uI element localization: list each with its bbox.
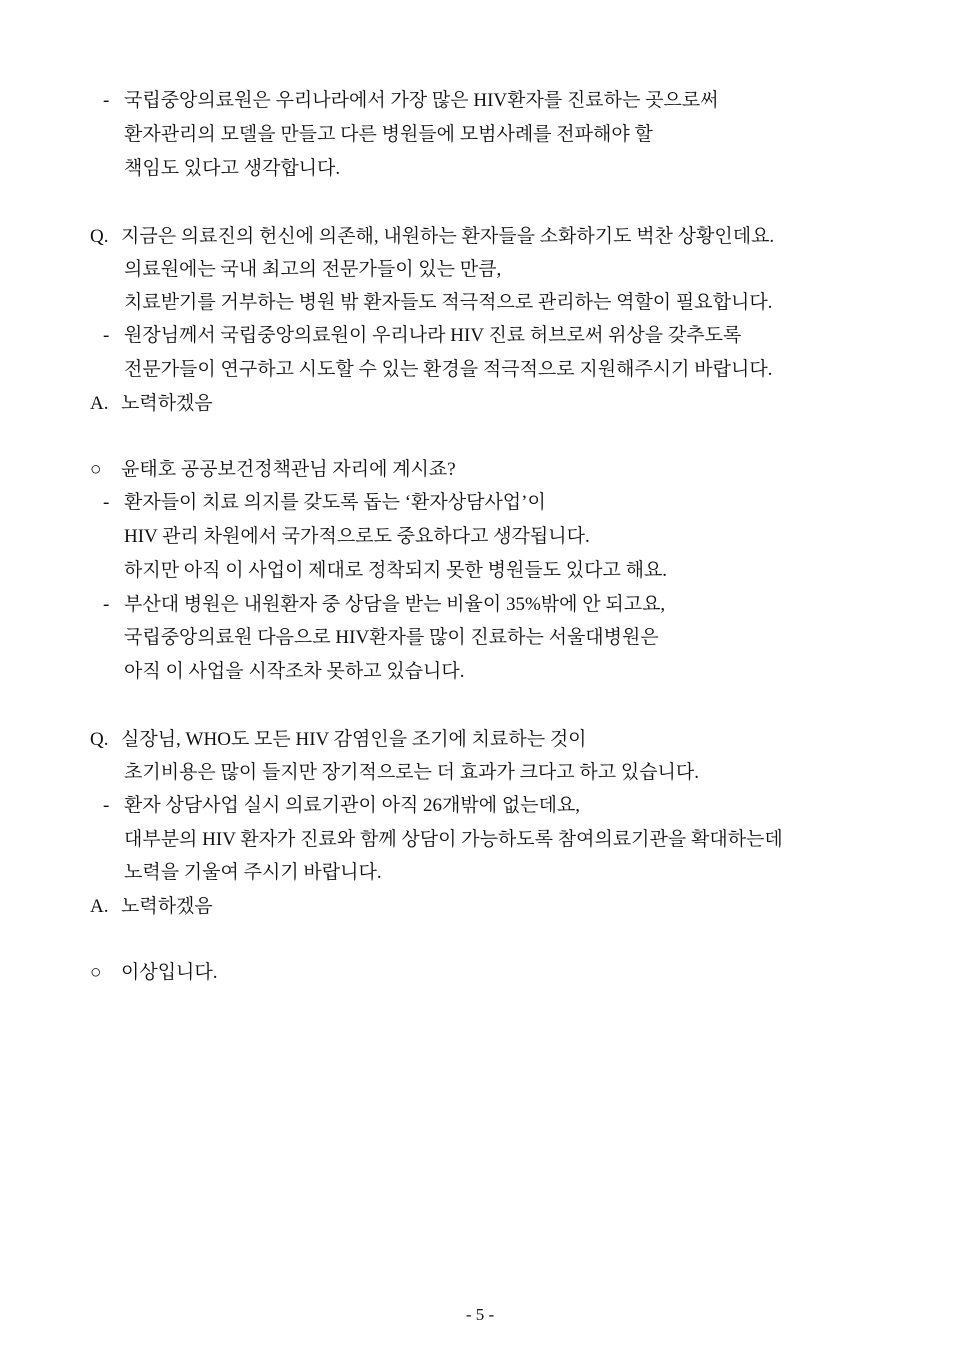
text-line: 부산대 병원은 내원환자 중 상담을 받는 비율이 35%밖에 안 되고요, [124,594,666,615]
line-marker: A. [90,896,109,917]
text-line: 원장님께서 국립중앙의료원이 우리나라 HIV 진료 허브로써 위상을 갖추도록 [124,325,742,346]
text-line: 환자관리의 모델을 만들고 다른 병원들에 모범사례를 전파해야 할 [124,124,653,145]
text-line: 환자 상담사업 실시 의료기관이 아직 26개밖에 없는데요, [124,795,581,816]
line-marker: A. [90,393,109,414]
text-line: HIV 관리 차원에서 국가적으로도 중요하다고 생각됩니다. [124,526,590,547]
text-line: 치료받기를 거부하는 병원 밖 환자들도 적극적으로 관리하는 역할이 필요합니다. [124,292,773,313]
text-line: 노력하겠음 [121,896,213,917]
line-marker: - [103,594,110,615]
text-line: 노력하겠음 [121,393,213,414]
text-line: 윤태호 공공보건정책관님 자리에 계시죠? [121,459,456,480]
line-marker: - [103,90,110,111]
text-line: 환자들이 치료 의지를 갖도록 돕는 ‘환자상담사업’이 [124,492,546,513]
text-line: 실장님, WHO도 모든 HIV 감염인을 조기에 치료하는 것이 [121,729,587,750]
text-line: 국립중앙의료원은 우리나라에서 가장 많은 HIV환자를 진료하는 곳으로써 [124,90,719,111]
text-line: 초기비용은 많이 들지만 장기적으로는 더 효과가 크다고 하고 있습니다. [124,762,700,783]
line-marker: Q. [90,226,109,247]
line-marker: Q. [90,729,109,750]
text-line: 의료원에는 국내 최고의 전문가들이 있는 만큼, [124,259,502,280]
line-marker: - [103,492,110,513]
page-number: - 5 - [465,1305,495,1324]
text-line: 하지만 아직 이 사업이 제대로 정착되지 못한 병원들도 있다고 해요. [124,560,668,581]
text-line: 아직 이 사업을 시작조차 못하고 있습니다. [124,661,465,682]
line-marker: - [103,795,110,816]
text-line: 지금은 의료진의 헌신에 의존해, 내원하는 환자들을 소화하기도 벅찬 상황인데요. [121,226,775,247]
line-marker: ○ [90,459,102,480]
text-line: 책임도 있다고 생각합니다. [124,158,341,179]
text-line: 노력을 기울여 주시기 바랍니다. [124,862,382,883]
text-line: 전문가들이 연구하고 시도할 수 있는 환경을 적극적으로 지원해주시기 바랍니다. [124,359,773,380]
text-line: 이상입니다. [121,962,218,983]
text-line: 국립중앙의료원 다음으로 HIV환자를 많이 진료하는 서울대병원은 [124,627,659,648]
line-marker: - [103,325,110,346]
text-line: 대부분의 HIV 환자가 진료와 함께 상담이 가능하도록 참여의료기관을 확대하는데 [124,829,783,850]
line-marker: ○ [90,962,102,983]
